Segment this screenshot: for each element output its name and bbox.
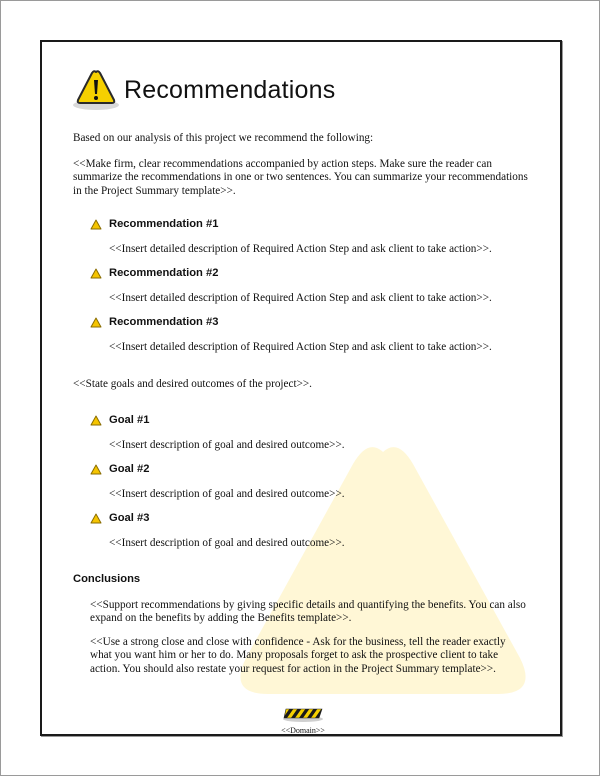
conclusions-heading: Conclusions bbox=[73, 573, 141, 585]
conclusions-paragraph: <<Use a strong close and close with confidence - Ask for the business, tell the reader exactly what you want him or her to do. Many proposals forget to ask the prospective client to take action. You should also restate your request for action in the Project Summary template>>. bbox=[90, 636, 506, 675]
caution-stripe-barrier-icon bbox=[282, 708, 324, 722]
goal-description: <<Insert description of goal and desired outcome>>. bbox=[109, 537, 345, 549]
bullet-triangle-icon bbox=[90, 415, 102, 426]
goals-instruction: <<State goals and desired outcomes of the project>>. bbox=[73, 378, 312, 390]
intro-text: Based on our analysis of this project we recommend the following: bbox=[73, 132, 374, 144]
recommendation-description: <<Insert detailed description of Required Action Step and ask client to take action>>. bbox=[109, 243, 492, 255]
bullet-triangle-icon bbox=[90, 268, 102, 279]
recommendation-description: <<Insert detailed description of Required Action Step and ask client to take action>>. bbox=[109, 341, 492, 353]
recommendation-description: <<Insert detailed description of Required Action Step and ask client to take action>>. bbox=[109, 292, 492, 304]
footer-domain-text: <<Domain>> bbox=[281, 726, 325, 735]
document-page bbox=[40, 40, 562, 736]
recommendation-heading: Recommendation #1 bbox=[90, 218, 218, 230]
recommendations-instruction: <<Make firm, clear recommendations accompanied by action steps. Make sure the reader can summarize the recommendations in one or two sentences. You can summarize your recommendations in the Project Summary template>>. bbox=[73, 158, 528, 197]
recommendation-heading: Recommendation #2 bbox=[90, 267, 218, 279]
bullet-triangle-icon bbox=[90, 513, 102, 524]
page-header bbox=[72, 70, 335, 110]
recommendation-heading: Recommendation #3 bbox=[90, 316, 218, 328]
goal-heading: Goal #3 bbox=[90, 512, 149, 524]
goal-description: <<Insert description of goal and desired outcome>>. bbox=[109, 439, 345, 451]
bullet-triangle-icon bbox=[90, 219, 102, 230]
bullet-triangle-icon bbox=[90, 317, 102, 328]
bullet-triangle-icon bbox=[90, 464, 102, 475]
warning-triangle-icon bbox=[72, 68, 120, 112]
conclusions-paragraph: <<Support recommendations by giving specific details and quantifying the benefits. You can also expand on the benefits by adding the Benefits template>>. bbox=[90, 599, 526, 625]
goal-description: <<Insert description of goal and desired outcome>>. bbox=[109, 488, 345, 500]
goal-heading: Goal #1 bbox=[90, 414, 149, 426]
page-footer bbox=[278, 708, 328, 735]
goal-heading: Goal #2 bbox=[90, 463, 149, 475]
page-title: Recommendations bbox=[124, 75, 336, 104]
